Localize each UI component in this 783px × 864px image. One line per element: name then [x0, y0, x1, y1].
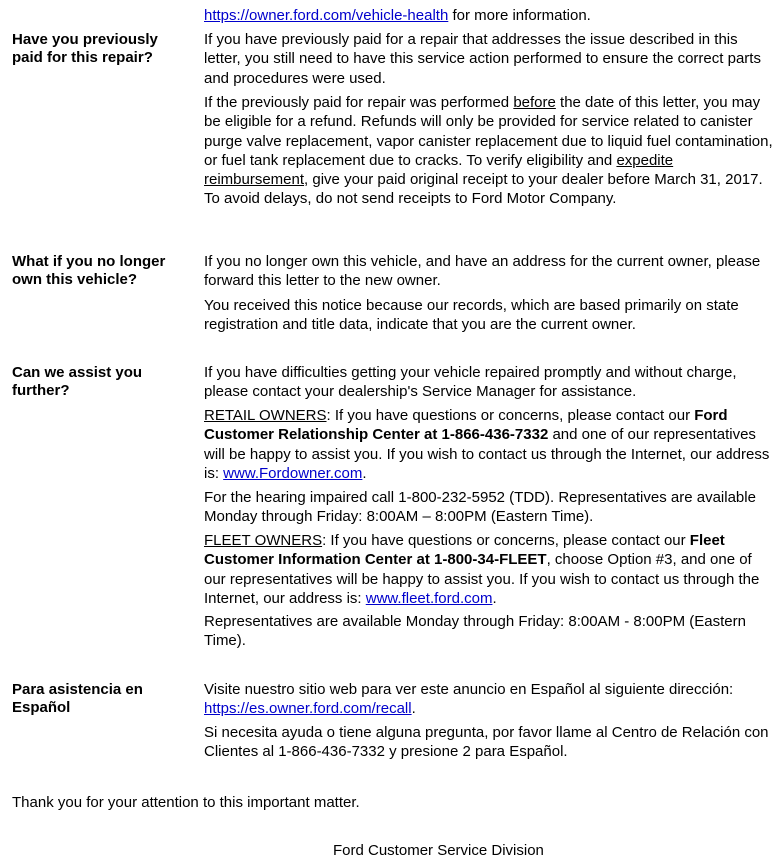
retail-owners-heading: RETAIL OWNERS	[204, 407, 327, 424]
spanish-p1-text: Visite nuestro sitio web para ver este anuncio en Español al siguiente dirección:	[204, 681, 734, 698]
retail-text-b: and one of our representatives will be happy to assist you. If you wish to contact us through the Internet, our address is:	[204, 426, 770, 482]
own-paragraph-1: If you no longer own this vehicle, and have an address for the current owner, please forward this letter to the new owner.	[204, 253, 761, 290]
label-line-1: What if you no longer	[12, 253, 166, 270]
paid-paragraph-1: If you have previously paid for a repair that addresses the issue described in this letter, you still need to have this service action performed to ensure the correct parts and procedures were used.	[204, 31, 761, 87]
fleet-center-bold: Fleet Customer Information Center at 1-800-34-FLEET	[204, 532, 725, 569]
section-label-assist	[12, 364, 197, 400]
spanish-paragraph-1	[204, 680, 776, 719]
paid-before-underlined: before	[513, 94, 556, 111]
retail-end: .	[362, 464, 367, 482]
fleet-owners-heading: FLEET OWNERS	[204, 532, 323, 549]
section-label-spanish	[12, 681, 197, 717]
fleet-text-a: : If you have questions or concerns, please contact our	[322, 532, 690, 549]
closing-line: Thank you for your attention to this important matter.	[12, 794, 360, 811]
label-line-1: Can we assist you	[12, 364, 143, 381]
fleet-end: .	[492, 589, 497, 607]
label-line-2: Español	[12, 699, 71, 716]
label-line-2: further?	[12, 382, 70, 399]
section-label-no-longer-own	[12, 253, 197, 289]
vehicle-health-link[interactable]: https://owner.ford.com/vehicle-health	[204, 7, 449, 24]
paid-expedite-underlined: expedite reimbursement	[204, 151, 674, 189]
label-line-1: Have you previously	[12, 31, 158, 48]
paid-paragraph-2	[204, 93, 776, 209]
signature: Ford Customer Service Division	[333, 842, 544, 859]
label-line-1: Para asistencia en	[12, 681, 143, 698]
top-info-suffix: for more information.	[448, 7, 591, 24]
retail-text-a: : If you have questions or concerns, please contact our	[326, 407, 695, 424]
assist-paragraph-1: If you have difficulties getting your vehicle repaired promptly and without charge, please contact your dealership's Service Manager for assistance.	[204, 364, 737, 401]
paid-p2-a: If the previously paid for repair was performed	[204, 94, 514, 111]
fordowner-link[interactable]: www.Fordowner.com	[223, 464, 363, 482]
label-line-2: own this vehicle?	[12, 271, 138, 288]
paid-p2-b: the date of this letter, you may be eligible for a refund. Refunds will only be provided for service related to canister purge valve replacement, vapor canister replacement due to liquid fuel contamination, or fuel tank replacement due to cracks. To verify eligibility and	[204, 94, 773, 169]
paid-p2-c: , give your paid original receipt to your dealer before March 31, 2017. To avoid delays, do not send receipts to Ford Motor Company.	[204, 171, 763, 208]
fleet-ford-link[interactable]: www.fleet.ford.com	[365, 589, 493, 607]
retail-owners-paragraph	[204, 406, 776, 483]
fleet-owners-paragraph	[204, 531, 776, 608]
top-info-line	[204, 6, 776, 25]
label-line-2: paid for this repair?	[12, 49, 153, 66]
fleet-hours-paragraph: Representatives are available Monday through Friday: 8:00AM - 8:00PM (Eastern Time).	[204, 613, 746, 650]
hearing-impaired-paragraph: For the hearing impaired call 1-800-232-5952 (TDD). Representatives are available Monday through Friday: 8:00AM – 8:00PM (Eastern Time).	[204, 489, 756, 526]
retail-center-bold: Ford Customer Relationship Center at 1-866-436-7332	[204, 407, 728, 444]
fleet-text-b: , choose Option #3, and one of our representatives will be happy to assist you. If you wish to contact us through the Internet, our address is:	[204, 551, 760, 607]
spanish-p1-end: .	[411, 700, 416, 718]
section-label-previously-paid	[12, 31, 197, 67]
spanish-paragraph-2: Si necesita ayuda o tiene alguna pregunta, por favor llame al Centro de Relación con Clientes al 1-866-436-7332 y presione 2 para Español.	[204, 724, 769, 761]
own-paragraph-2: You received this notice because our records, which are based primarily on state registration and title data, indicate that you are the current owner.	[204, 297, 739, 334]
spanish-recall-link[interactable]: https://es.owner.ford.com/recall	[204, 700, 412, 718]
